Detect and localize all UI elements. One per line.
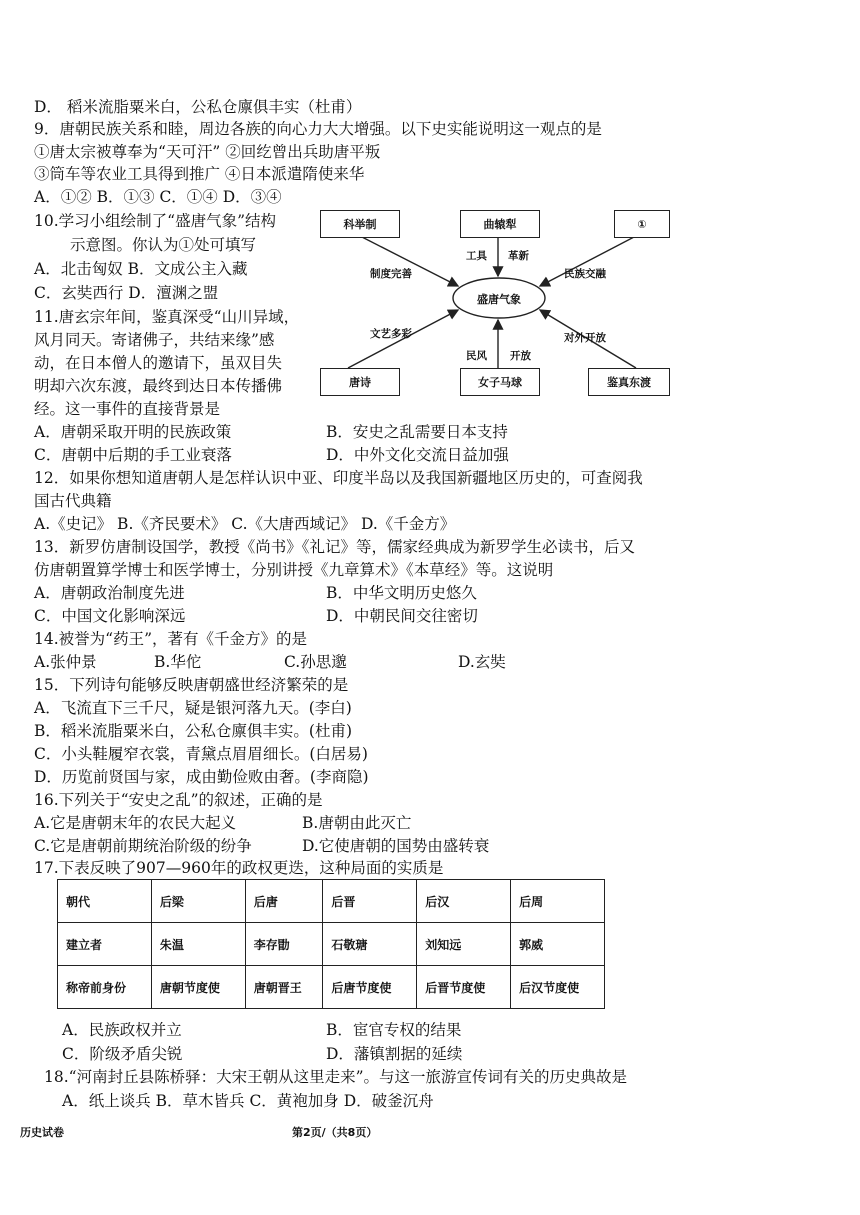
q15-option-a: A．飞流直下三千尺，疑是银河落九天。(李白)	[34, 699, 352, 717]
table-cell: 李存勖	[245, 923, 323, 966]
q14-option-c: C.孙思邈	[284, 653, 347, 671]
table-row	[58, 966, 605, 1009]
q11-option-d: D．中外文化交流日益加强	[326, 446, 509, 464]
table-cell: 后唐节度使	[323, 966, 417, 1009]
q9-stem: 9．唐朝民族关系和睦，周边各族的向心力大大增强。以下史实能说明这一观点的是	[34, 120, 602, 138]
q17-option-a: A．民族政权并立	[62, 1021, 182, 1039]
footer-page-number: 第2页/（共8页）	[292, 1126, 378, 1139]
label-gexin: 革新	[508, 250, 529, 262]
q10-stem-line1: 10.学习小组绘制了“盛唐气象”结构	[34, 212, 276, 230]
table-cell: 郭威	[511, 923, 605, 966]
q16-stem: 16.下列关于“安史之乱”的叙述，正确的是	[34, 791, 323, 809]
q15-stem: 15．下列诗句能够反映唐朝盛世经济繁荣的是	[34, 676, 349, 694]
q16-option-b: B.唐朝由此灭亡	[302, 814, 412, 832]
q14-stem: 14.被誉为“药王”，著有《千金方》的是	[34, 630, 307, 648]
q12-line2: 国古代典籍	[34, 492, 112, 510]
q11-option-b: B．安史之乱需要日本支持	[326, 423, 508, 441]
q18-stem: 18.“河南封丘县陈桥驿：大宋王朝从这里走来”。与这一旅游宣传词有关的历史典故是	[44, 1068, 628, 1086]
q15-option-d: D．历览前贤国与家，成由勤俭败由奢。(李商隐)	[34, 768, 369, 786]
table-cell: 后梁	[151, 880, 245, 923]
shengtang-diagram	[318, 208, 670, 398]
table-cell: 后唐	[245, 880, 323, 923]
q11-option-a: A．唐朝采取开明的民族政策	[34, 423, 232, 441]
q11-line3: 动，在日本僧人的邀请下，虽双目失	[34, 354, 283, 372]
table-cell: 后晋节度使	[417, 966, 511, 1009]
q9-options: A．①② B．①③ C．①④ D．③④	[34, 188, 282, 206]
q17-option-b: B．宦官专权的结果	[326, 1021, 462, 1039]
center-label: 盛唐气象	[477, 293, 521, 306]
q15-option-b: B．稻米流脂粟米白，公私仓廪俱丰实。(杜甫)	[34, 722, 352, 740]
table-row	[58, 880, 605, 923]
q14-option-b: B.华佗	[154, 653, 202, 671]
q13-line1: 13．新罗仿唐制设国学，教授《尚书》《礼记》等，儒家经典成为新罗学生必读书，后又	[34, 538, 635, 556]
q11-line2: 风月同天。寄诸佛子，共结来缘”感	[34, 331, 275, 349]
q13-line2: 仿唐朝置算学博士和医学博士，分别讲授《九章算术》《本草经》等。这说明	[34, 561, 554, 579]
box-tangshi: 唐诗	[320, 368, 400, 396]
q10-options-row2: C．玄奘西行 D．澶渊之盟	[34, 284, 219, 302]
q17-option-d: D．藩镇割据的延续	[326, 1045, 463, 1063]
table-cell: 刘知远	[417, 923, 511, 966]
q17-option-c: C．阶级矛盾尖锐	[62, 1045, 183, 1063]
footer-subject: 历史试卷	[20, 1126, 64, 1139]
q11-option-c: C．唐朝中后期的手工业衰落	[34, 446, 232, 464]
box-blank-1: ①	[614, 210, 670, 238]
q8-option-d: D． 稻米流脂粟米白，公私仓廪俱丰实（杜甫）	[34, 98, 362, 116]
q18-options: A．纸上谈兵 B．草木皆兵 C．黄袍加身 D．破釜沉舟	[62, 1092, 434, 1110]
q16-option-a: A.它是唐朝末年的农民大起义	[34, 814, 237, 832]
q16-option-d: D.它使唐朝的国势由盛转衰	[302, 837, 490, 855]
q13-option-a: A．唐朝政治制度先进	[34, 584, 185, 602]
table-cell: 唐朝晋王	[245, 966, 323, 1009]
q13-option-b: B．中华文明历史悠久	[326, 584, 477, 602]
label-kaifang: 开放	[510, 350, 531, 362]
label-wenyi: 文艺多彩	[370, 328, 412, 340]
table-cell: 后晋	[323, 880, 417, 923]
q16-option-c: C.它是唐朝前期统治阶级的纷争	[34, 837, 252, 855]
q10-options-row1: A．北击匈奴 B．文成公主入藏	[34, 260, 248, 278]
q17-stem: 17.下表反映了907—960年的政权更迭，这种局面的实质是	[34, 859, 444, 877]
regime-table	[57, 879, 605, 1009]
box-quyuanli: 曲辕犁	[460, 210, 540, 238]
q11-line1: 11.唐玄宗年间，鉴真深受“山川异域，	[34, 308, 300, 326]
q9-items-row1: ①唐太宗被尊奉为“天可汗” ②回纥曾出兵助唐平叛	[34, 143, 381, 161]
q15-option-c: C．小头鞋履窄衣裳，青黛点眉眉细长。(白居易)	[34, 745, 368, 763]
label-gongju: 工具	[466, 250, 487, 262]
q13-option-d: D．中朝民间交往密切	[326, 607, 478, 625]
label-minzu: 民族交融	[564, 268, 606, 280]
box-nvzimaqiu: 女子马球	[460, 368, 540, 396]
box-jianzhen: 鉴真东渡	[588, 368, 670, 396]
table-cell: 称帝前身份	[58, 966, 152, 1009]
q12-options: A.《史记》 B.《齐民要术》 C.《大唐西域记》 D.《千金方》	[34, 515, 456, 533]
q14-option-a: A.张仲景	[34, 653, 97, 671]
table-cell: 朝代	[58, 880, 152, 923]
q11-line5: 经。这一事件的直接背景是	[34, 400, 221, 418]
table-cell: 石敬瑭	[323, 923, 417, 966]
table-cell: 后周	[511, 880, 605, 923]
table-cell: 唐朝节度使	[151, 966, 245, 1009]
label-zhidu: 制度完善	[370, 268, 412, 280]
table-cell: 建立者	[58, 923, 152, 966]
q11-line4: 明却六次东渡，最终到达日本传播佛	[34, 377, 283, 395]
table-row	[58, 923, 605, 966]
q14-option-d: D.玄奘	[458, 653, 506, 671]
box-keju: 科举制	[320, 210, 400, 238]
label-minfeng: 民风	[466, 350, 487, 362]
label-duiwai: 对外开放	[564, 332, 606, 344]
table-cell: 后汉	[417, 880, 511, 923]
q12-line1: 12．如果你想知道唐朝人是怎样认识中亚、印度半岛以及我国新疆地区历史的，可查阅我	[34, 469, 643, 487]
q13-option-c: C．中国文化影响深远	[34, 607, 186, 625]
q10-stem-line2: 示意图。你认为①处可填写	[70, 236, 257, 254]
q9-items-row2: ③筒车等农业工具得到推广 ④日本派遣隋使来华	[34, 165, 365, 183]
table-cell: 朱温	[151, 923, 245, 966]
table-cell: 后汉节度使	[511, 966, 605, 1009]
